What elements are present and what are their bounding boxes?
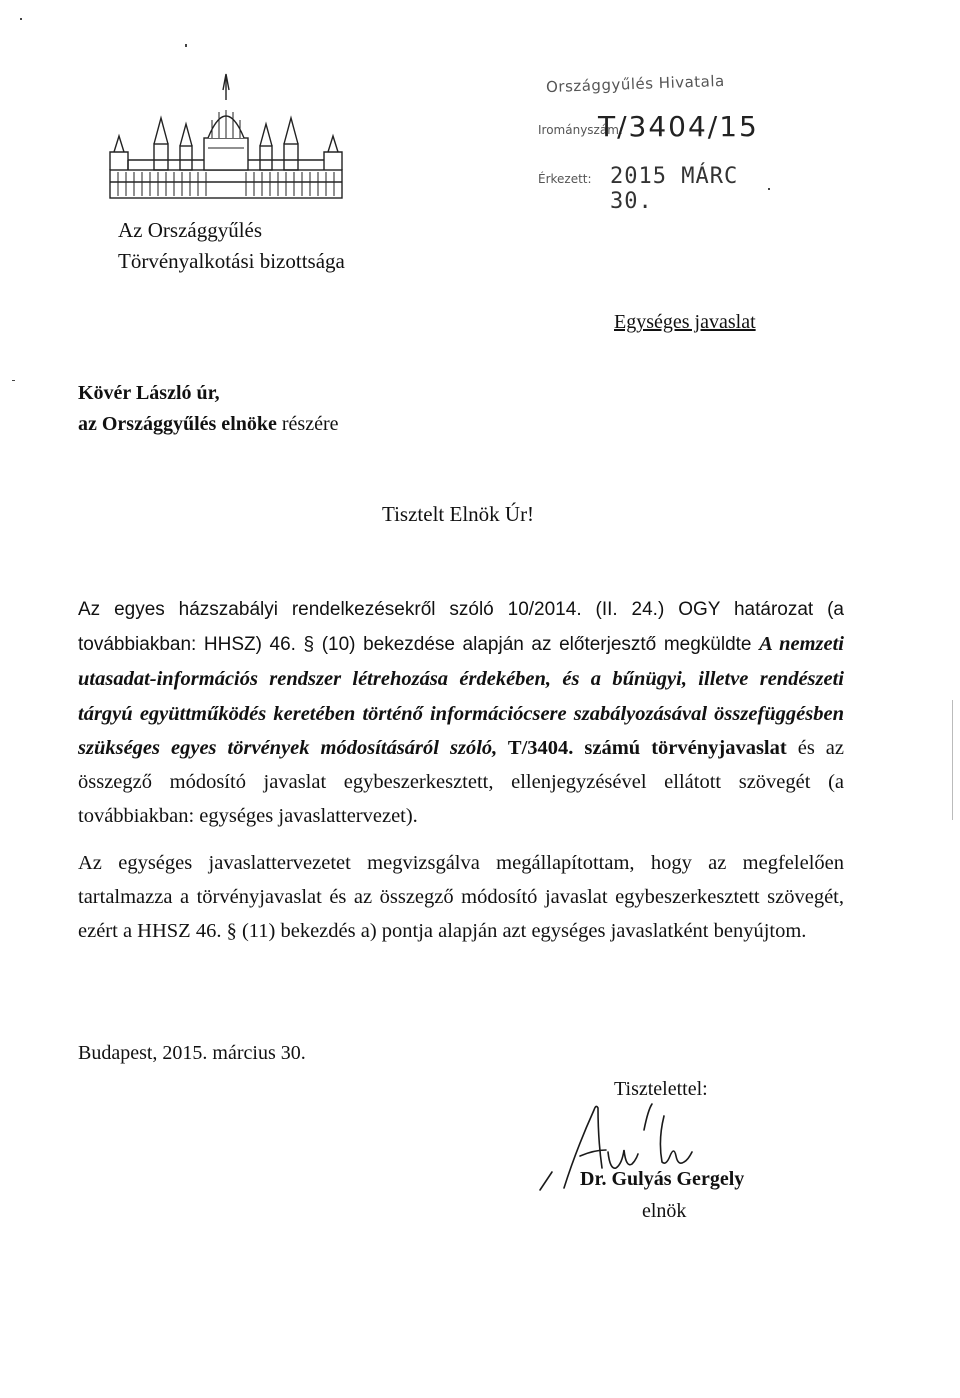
addressee-role — [78, 409, 339, 440]
signer-title: elnök — [642, 1200, 687, 1222]
paragraph-1-rest: és az összegző módosító javaslat egybeszerkesztett, ellenjegyzésével ellátott szövegét (a továbbiakban: egységes javaslattervezet). — [78, 736, 845, 828]
stamp-iromany-label: Irományszám: — [538, 123, 623, 137]
scan-speck — [768, 188, 770, 190]
addressee-block — [78, 378, 339, 440]
scan-speck — [20, 18, 22, 20]
signer-name: Dr. Gulyás Gergely — [580, 1168, 745, 1190]
stamp-iromany-value: T/3404/15 — [598, 110, 759, 143]
parliament-building-icon — [108, 70, 344, 202]
parliament-logo — [108, 70, 344, 202]
salutation: Tisztelt Elnök Úr! — [382, 502, 535, 526]
paragraph-1 — [78, 592, 844, 833]
scan-speck — [12, 380, 15, 381]
addressee-role-bold: az Országgyűlés elnöke — [78, 413, 277, 435]
scan-speck — [185, 44, 187, 47]
stamp-erkezett-value: 2015 MÁRC 30. — [610, 164, 739, 214]
stamp-erkezett-label: Érkezett: — [538, 172, 592, 186]
bill-title: A nemzeti utasadat-információs rendszer létrehozása érdekében, és a bűnügyi, illetve rendészeti tárgyú együttműködés keretében történő információcsere szabályozásával összefüggésben szükséges egyes törvények módosításáról szóló, — [78, 633, 844, 759]
stamp-office: Országgyűlés Hivatala — [545, 71, 725, 97]
addressee-name: Kövér László úr, — [78, 382, 220, 404]
addressee-role-rest: részére — [276, 413, 339, 435]
document-type: Egységes javaslat — [614, 311, 756, 333]
scan-edge — [952, 700, 953, 820]
registration-stamp — [538, 70, 768, 214]
place-date: Budapest, 2015. március 30. — [78, 1042, 306, 1064]
organization-header — [118, 215, 345, 277]
org-line-2: Törvényalkotási bizottsága — [118, 249, 345, 273]
org-line-1: Az Országgyűlés — [118, 218, 263, 242]
paragraph-2: Az egységes javaslattervezetet megvizsgálva megállapítottam, hogy az megfelelően tartalmazza a törvényjavaslat és az összegző módosító javaslat egybeszerkesztett szövegét, ezért a HHSZ 46. § (11) bekezdés a) pontja alapján azt egységes javaslatként benyújtom. — [78, 852, 844, 943]
closing: Tisztelettel: — [614, 1078, 708, 1100]
paragraph-1-intro: Az egyes házszabályi rendelkezésekről szóló 10/2014. (II. 24.) OGY határozat (a továbbiakban: HHSZ) 46. § (10) bekezdése alapján az előterjesztő megküldte — [78, 599, 844, 656]
bill-number: T/3404. számú törvényjavaslat — [497, 736, 787, 759]
